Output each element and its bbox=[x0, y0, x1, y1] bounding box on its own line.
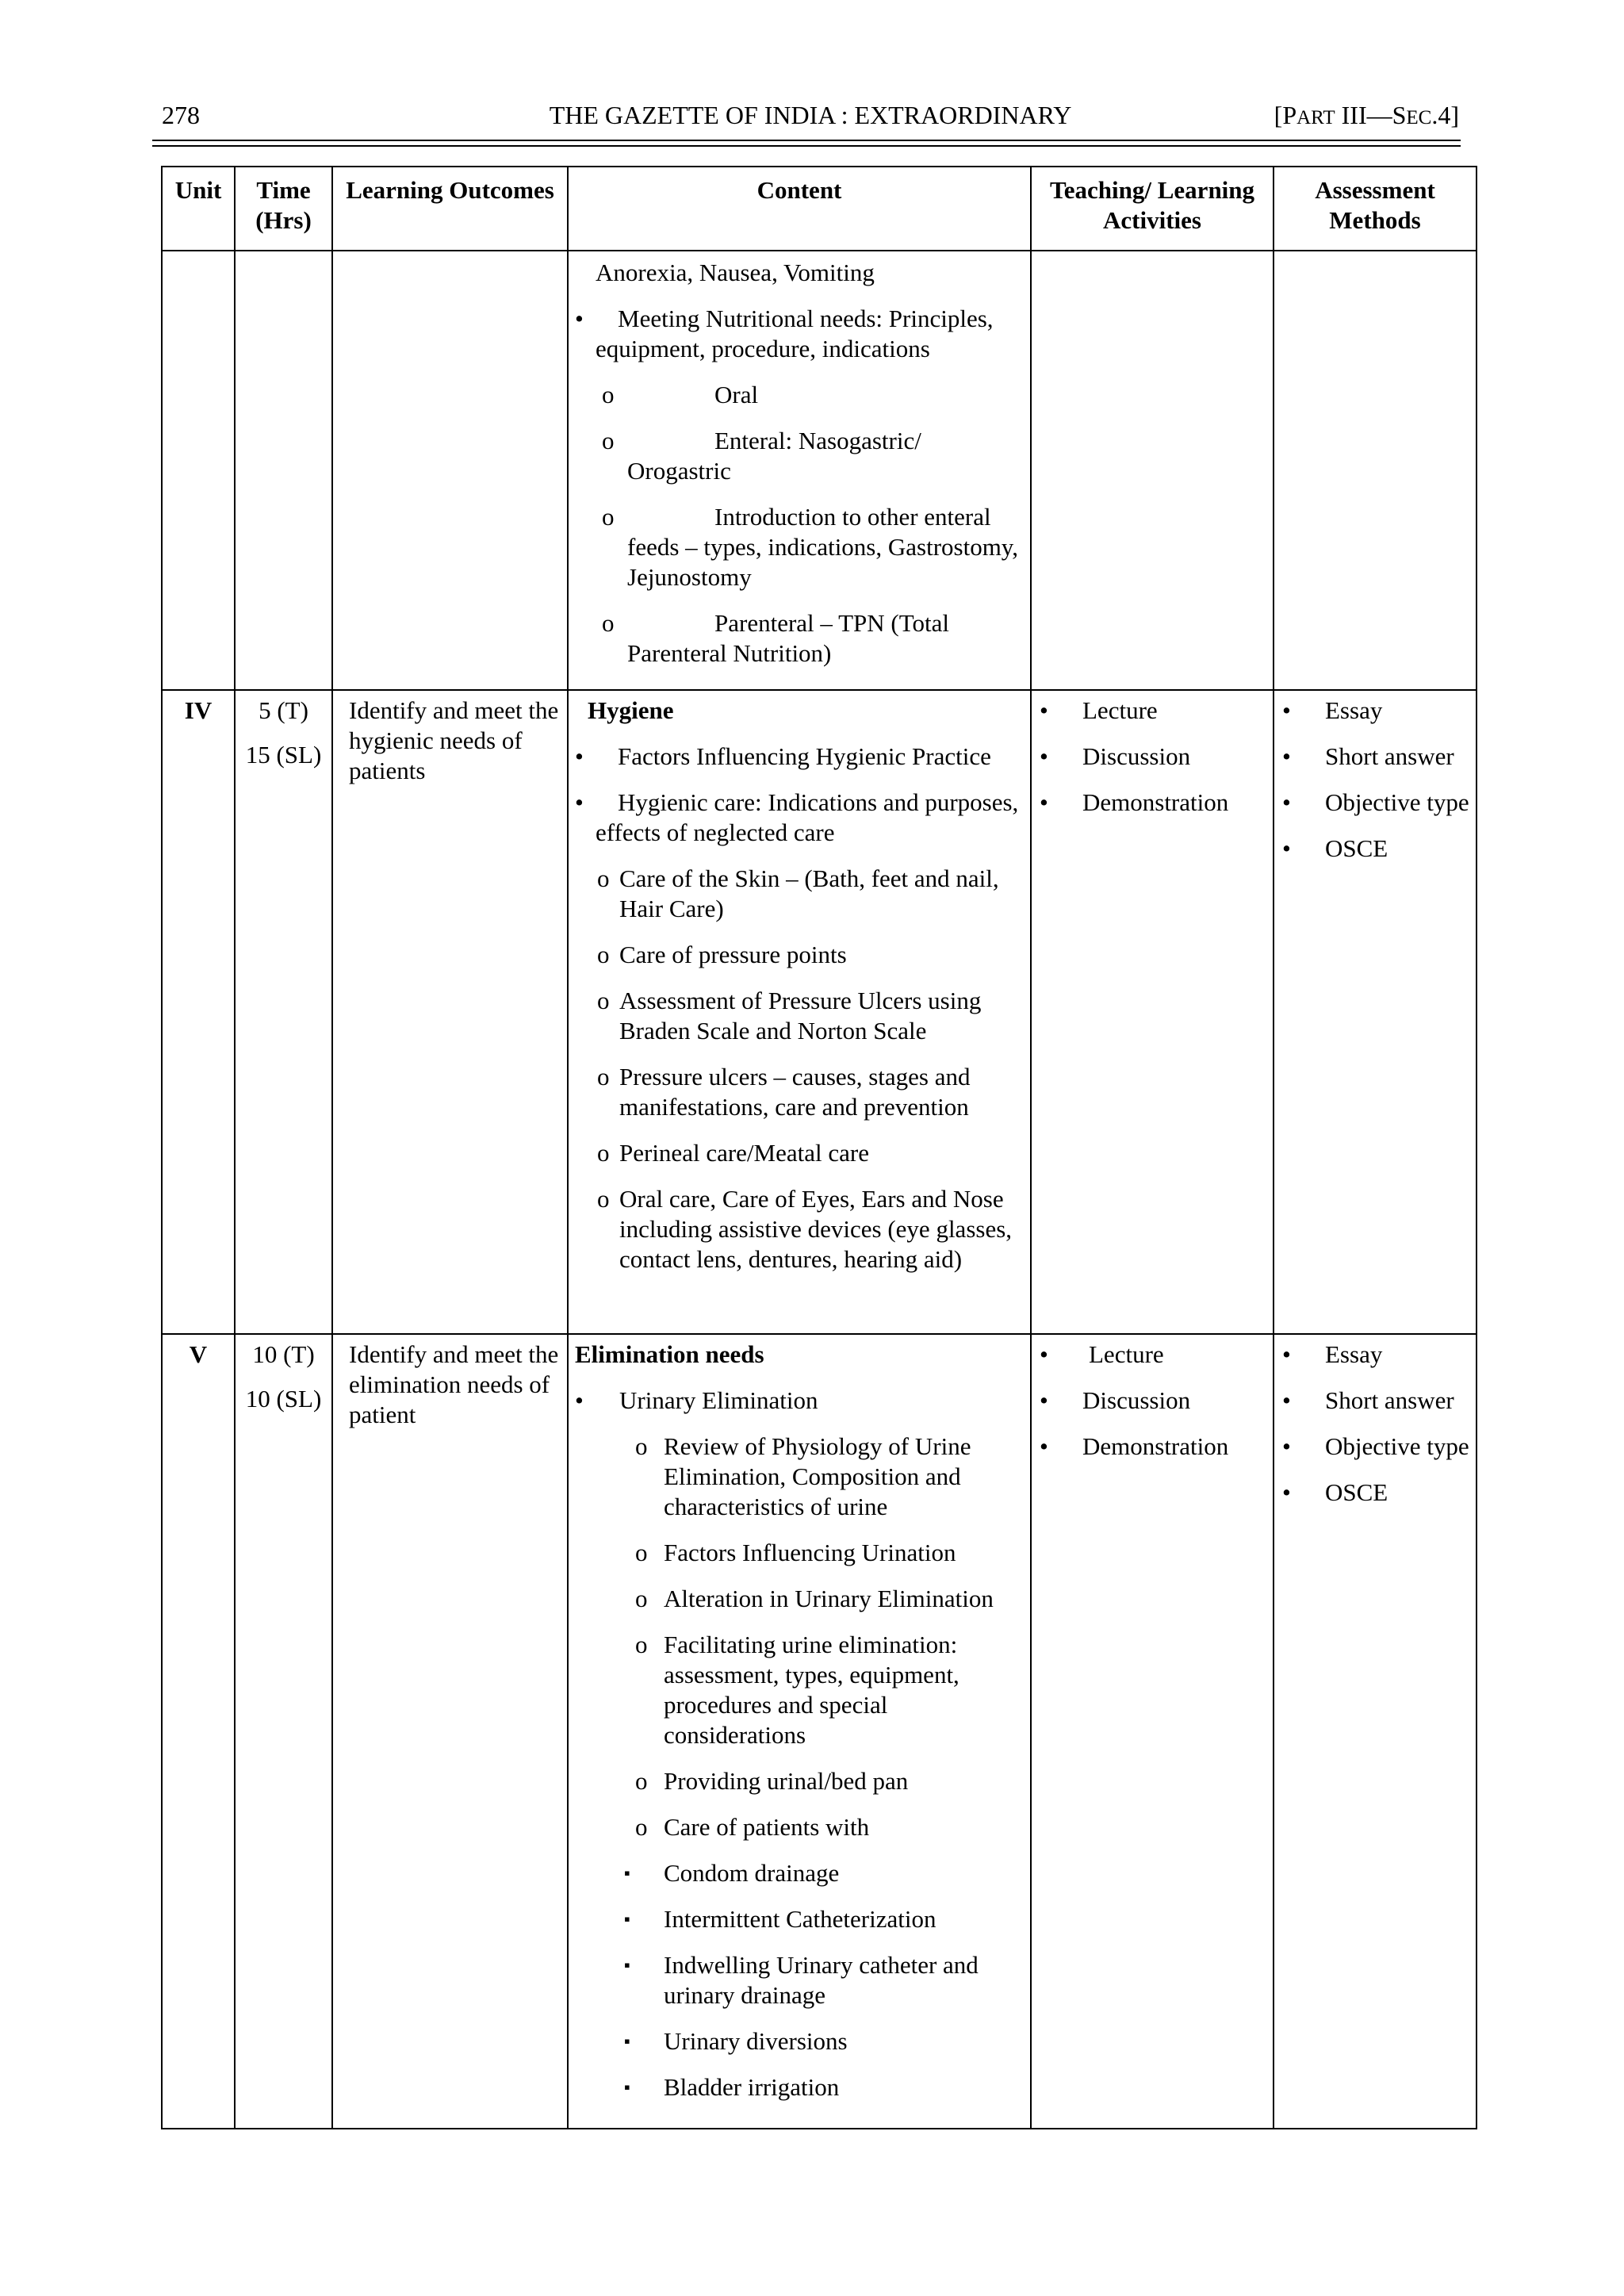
assessment-item: • OSCE bbox=[1282, 1478, 1388, 1506]
content-subitem: o Pressure ulcers – causes, stages and manifestations, care and prevention bbox=[597, 1063, 971, 1121]
content-subitem: o Care of patients with bbox=[635, 1813, 870, 1841]
table-header-row bbox=[162, 167, 1477, 251]
cell-unit: IV bbox=[162, 690, 235, 1334]
cell-time: 10 (T) 10 (SL) bbox=[235, 1334, 332, 2129]
content-subsubitem: ▪ Intermittent Catheterization bbox=[624, 1905, 936, 1933]
assessment-item: • Short answer bbox=[1282, 1386, 1454, 1414]
content-subitem: o Review of Physiology of Urine Elimination, Composition and characteristics of urine bbox=[635, 1432, 971, 1520]
assessment-item: • Objective type bbox=[1282, 1432, 1469, 1460]
activity-item: • Lecture bbox=[1040, 1340, 1164, 1368]
col-header-learning-outcomes: Learning Outcomes bbox=[332, 167, 568, 251]
content-bullet: • Factors Influencing Hygienic Practice bbox=[575, 742, 991, 770]
page-number: 278 bbox=[162, 101, 200, 129]
syllabus-table bbox=[161, 166, 1477, 2129]
cell-content bbox=[568, 251, 1031, 690]
activity-item: • Demonstration bbox=[1040, 788, 1229, 816]
assessment-item: • Essay bbox=[1282, 1340, 1383, 1368]
content-bullet: • Meeting Nutritional needs: Principles, equipment, procedure, indications bbox=[575, 305, 994, 362]
content-subitem: o Alteration in Urinary Elimination bbox=[635, 1585, 994, 1612]
assessment-item: • Essay bbox=[1282, 696, 1383, 724]
assessment-item: • Objective type bbox=[1282, 788, 1469, 816]
content-bullet: • Hygienic care: Indications and purposes, effects of neglected care bbox=[575, 788, 1019, 846]
cell-assessment bbox=[1274, 1334, 1477, 2129]
cell-activities bbox=[1031, 690, 1274, 1334]
content-title: Elimination needs bbox=[575, 1340, 764, 1368]
assessment-item: • OSCE bbox=[1282, 834, 1388, 862]
page-header bbox=[162, 95, 1459, 135]
cell-assessment bbox=[1274, 690, 1477, 1334]
content-subitem: o Oral bbox=[602, 381, 759, 408]
activity-item: • Discussion bbox=[1040, 1386, 1191, 1414]
cell-time bbox=[235, 251, 332, 690]
content-subsubitem: ▪ Indwelling Urinary catheter and urinary drainage bbox=[624, 1951, 979, 2009]
content-item: Anorexia, Nausea, Vomiting bbox=[596, 259, 875, 286]
cell-outcome bbox=[332, 251, 568, 690]
table-row-continued bbox=[162, 251, 1477, 690]
cell-content bbox=[568, 1334, 1031, 2129]
content-subsubitem: ▪ Urinary diversions bbox=[624, 2027, 848, 2055]
activity-item: • Demonstration bbox=[1040, 1432, 1229, 1460]
content-subitem: o Perineal care/Meatal care bbox=[597, 1139, 869, 1167]
gazette-title: THE GAZETTE OF INDIA : EXTRAORDINARY bbox=[549, 101, 1072, 129]
cell-unit: V bbox=[162, 1334, 235, 2129]
activity-item: • Discussion bbox=[1040, 742, 1191, 770]
cell-activities bbox=[1031, 251, 1274, 690]
table-row-unit-v bbox=[162, 1334, 1477, 2129]
col-header-unit: Unit bbox=[162, 167, 235, 251]
col-header-teaching-activities: Teaching/ Learning Activities bbox=[1031, 167, 1274, 251]
cell-time: 5 (T) 15 (SL) bbox=[235, 690, 332, 1334]
cell-unit bbox=[162, 251, 235, 690]
content-subitem: o Facilitating urine elimination: assessment, types, equipment, procedures and special considerations bbox=[635, 1631, 959, 1749]
content-subitem: o Care of the Skin – (Bath, feet and nail, Hair Care) bbox=[597, 864, 999, 922]
cell-outcome: Identify and meet the hygienic needs of patients bbox=[332, 690, 568, 1334]
content-subitem: o Parenteral – TPN (Total Parenteral Nutrition) bbox=[602, 609, 949, 667]
content-subitem: o Factors Influencing Urination bbox=[635, 1539, 956, 1566]
content-subitem: o Care of pressure points bbox=[597, 941, 847, 968]
content-subitem: o Enteral: Nasogastric/ Orogastric bbox=[602, 427, 921, 485]
content-subitem: o Providing urinal/bed pan bbox=[635, 1767, 909, 1795]
content-bullet: • Urinary Elimination bbox=[575, 1386, 818, 1414]
content-subsubitem: ▪ Bladder irrigation bbox=[624, 2073, 840, 2101]
col-header-time: Time (Hrs) bbox=[235, 167, 332, 251]
activity-item: • Lecture bbox=[1040, 696, 1158, 724]
part-section-label: [PART III—SEC.4] bbox=[1274, 101, 1459, 129]
cell-outcome: Identify and meet the elimination needs of patient bbox=[332, 1334, 568, 2129]
cell-content bbox=[568, 690, 1031, 1334]
cell-assessment bbox=[1274, 251, 1477, 690]
col-header-content: Content bbox=[568, 167, 1031, 251]
content-subitem: o Assessment of Pressure Ulcers using Braden Scale and Norton Scale bbox=[597, 987, 982, 1045]
content-subsubitem: ▪ Condom drainage bbox=[624, 1859, 840, 1887]
content-subitem: o Introduction to other enteral feeds – types, indications, Gastrostomy, Jejunostomy bbox=[602, 503, 1019, 591]
assessment-item: • Short answer bbox=[1282, 742, 1454, 770]
header-rule-bottom bbox=[152, 145, 1461, 147]
col-header-assessment-methods: Assessment Methods bbox=[1274, 167, 1477, 251]
cell-activities bbox=[1031, 1334, 1274, 2129]
content-subitem: o Oral care, Care of Eyes, Ears and Nose including assistive devices (eye glasses, contact lens, dentures, hearing aid) bbox=[597, 1185, 1013, 1273]
table-row-unit-iv bbox=[162, 690, 1477, 1334]
header-rule-top bbox=[152, 140, 1461, 141]
content-title: Hygiene bbox=[588, 696, 674, 724]
